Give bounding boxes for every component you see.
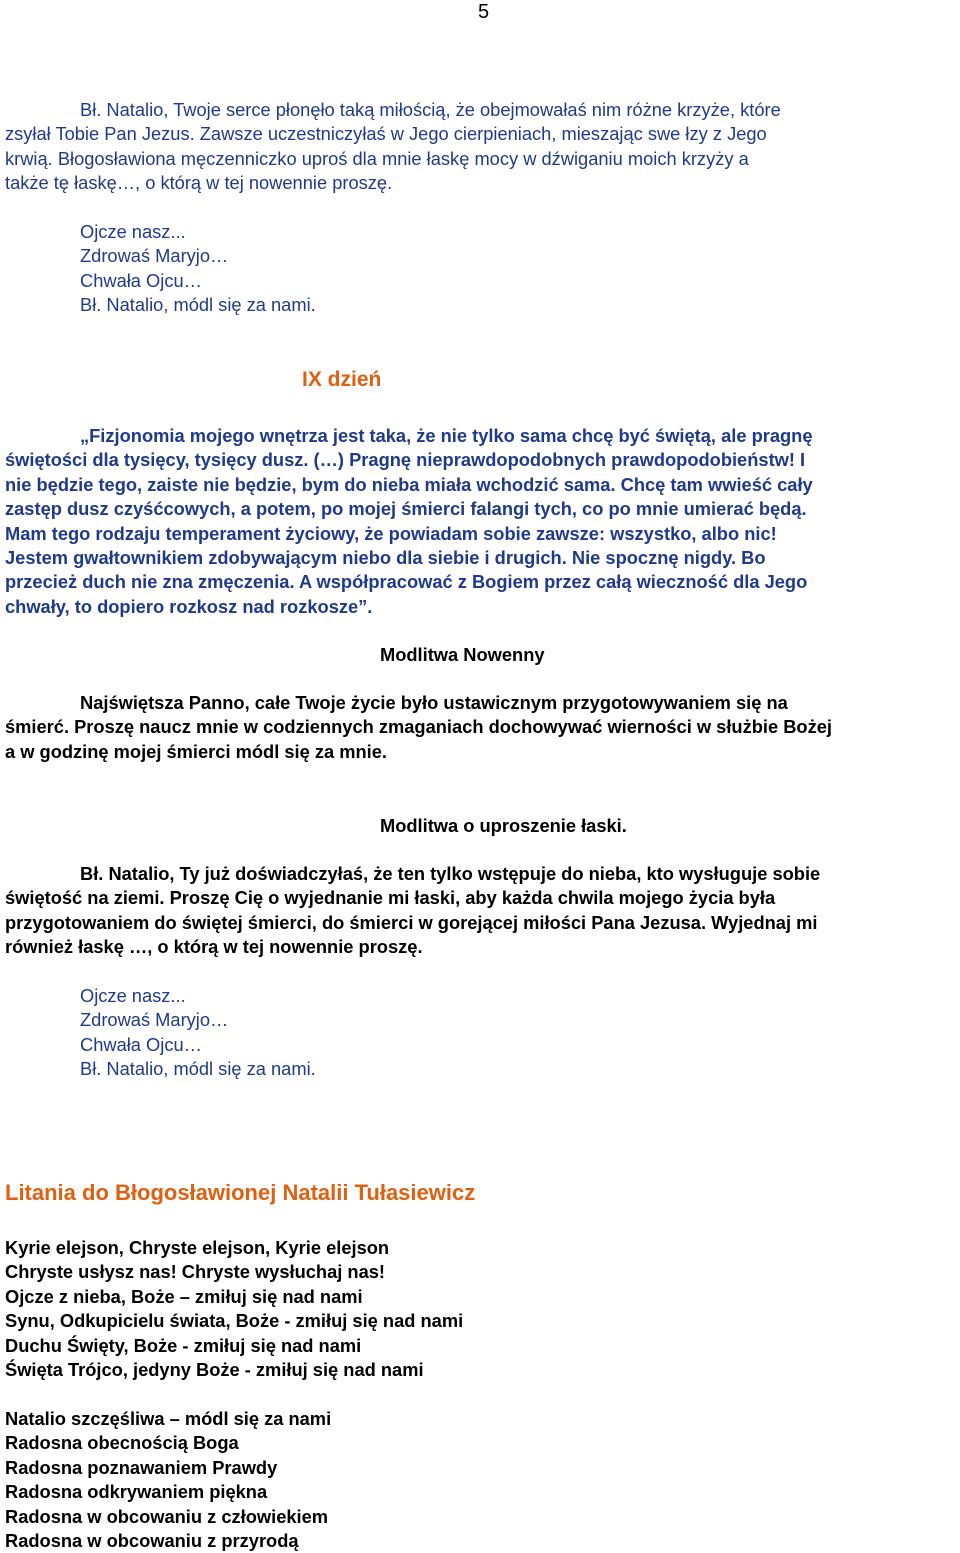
quote-line: zastęp dusz czyśćcowych, a potem, po mojej śmierci falangi tych, co po mnie umierać będą.	[5, 498, 807, 520]
litany-item: Synu, Odkupicielu świata, Boże - zmiłuj się nad nami	[5, 1310, 464, 1332]
quote-line: „Fizjonomia mojego wnętrza jest taka, że nie tylko sama chcę być świętą, ale pragnę	[80, 425, 813, 446]
novena-title: Modlitwa Nowenny	[380, 644, 545, 665]
litany-natalia-invocations	[5, 1407, 331, 1553]
day8-prayer	[5, 98, 960, 196]
litany-item: Kyrie elejson, Chryste elejson, Kyrie elejson	[5, 1237, 390, 1258]
prayer-item: Bł. Natalio, módl się za nami.	[80, 294, 316, 316]
quote-line: Jestem gwałtownikiem zdobywającym niebo dla siebie i drugich. Nie spocznę nigdy. Bo	[5, 547, 766, 569]
quote-line: przecież duch nie zna zmęczenia. A współpracować z Bogiem przez całą wieczność dla Jego	[5, 571, 808, 593]
novena-prayer	[5, 691, 960, 764]
litany-item: Radosna w obcowaniu z człowiekiem	[5, 1505, 329, 1527]
novena-line: a w godzinę mojej śmierci módl się za mnie.	[5, 740, 387, 762]
prayer-item: Zdrowaś Maryjo…	[80, 245, 229, 267]
prayer-item: Ojcze nasz...	[80, 985, 186, 1006]
litany-invocations	[5, 1236, 463, 1382]
prayer-item: Chwała Ojcu…	[80, 1033, 202, 1055]
page-number: 5	[478, 1, 490, 23]
novena-line: śmierć. Proszę naucz mnie w codziennych zmaganiach dochowywać wierności w służbie Bożej	[5, 716, 832, 738]
litany-item: Duchu Święty, Boże - zmiłuj się nad nami	[5, 1334, 362, 1356]
day9-heading: IX dzień	[302, 368, 382, 391]
grace-line: również łaskę …, o którą w tej nowennie proszę.	[5, 936, 423, 958]
quote-line: świętości dla tysięcy, tysięcy dusz. (…) Pragnę nieprawdopodobnych prawdopodobieństw! I	[5, 449, 806, 471]
litany-item: Radosna poznawaniem Prawdy	[5, 1456, 278, 1478]
grace-title: Modlitwa o uproszenie łaski.	[380, 815, 627, 836]
novena-line: Najświętsza Panno, całe Twoje życie było ustawicznym przygotowywaniem się na	[80, 692, 788, 713]
prayer-item: Chwała Ojcu…	[80, 269, 202, 291]
day8-line: także tę łaskę…, o którą w tej nowennie proszę.	[5, 172, 393, 194]
quote-line: Mam tego rodzaju temperament życiowy, że powiadam sobie zawsze: wszystko, albo nic!	[5, 522, 777, 544]
grace-line: Bł. Natalio, Ty już doświadczyłaś, że ten tylko wstępuje do nieba, kto wysługuje sobie	[80, 863, 821, 884]
prayer-item: Bł. Natalio, módl się za nami.	[80, 1058, 316, 1080]
litany-item: Święta Trójco, jedyny Boże - zmiłuj się nad nami	[5, 1359, 424, 1381]
prayer-item: Ojcze nasz...	[80, 221, 186, 242]
quote-line: nie będzie tego, zaiste nie będzie, bym do nieba miała wchodzić sama. Chcę tam wwieść cały	[5, 473, 813, 495]
day9-quote	[5, 424, 960, 619]
day9-prayer-list	[80, 984, 316, 1082]
litany-item: Radosna w obcowaniu z przyrodą	[5, 1530, 299, 1552]
litany-item: Radosna odkrywaniem piękna	[5, 1481, 268, 1503]
prayer-item: Zdrowaś Maryjo…	[80, 1009, 229, 1031]
litany-title: Litania do Błogosławionej Natalii Tułasiewicz	[5, 1180, 476, 1205]
grace-line: przygotowaniem do świętej śmierci, do śmierci w gorejącej miłości Pana Jezusa. Wyjednaj mi	[5, 911, 818, 933]
grace-prayer	[5, 862, 960, 960]
litany-item: Ojcze z nieba, Boże – zmiłuj się nad nami	[5, 1285, 363, 1307]
litany-item: Chryste usłysz nas! Chryste wysłuchaj nas!	[5, 1261, 385, 1283]
quote-line: chwały, to dopiero rozkosz nad rozkosze”.	[5, 595, 373, 617]
grace-line: świętość na ziemi. Proszę Cię o wyjednanie mi łaski, aby każda chwila mojego życia była	[5, 887, 776, 909]
day8-prayer-list	[80, 220, 316, 318]
litany-item: Radosna obecnością Boga	[5, 1432, 239, 1454]
day8-line: krwią. Błogosławiona męczenniczko uproś dla mnie łaskę mocy w dźwiganiu moich krzyży a	[5, 147, 749, 169]
day8-line: Bł. Natalio, Twoje serce płonęło taką miłością, że obejmowałaś nim różne krzyże, które	[80, 99, 781, 120]
day8-line: zsyłał Tobie Pan Jezus. Zawsze uczestniczyłaś w Jego cierpieniach, mieszając swe łzy z Jego	[5, 123, 767, 145]
litany-item: Natalio szczęśliwa – módl się za nami	[5, 1408, 332, 1429]
